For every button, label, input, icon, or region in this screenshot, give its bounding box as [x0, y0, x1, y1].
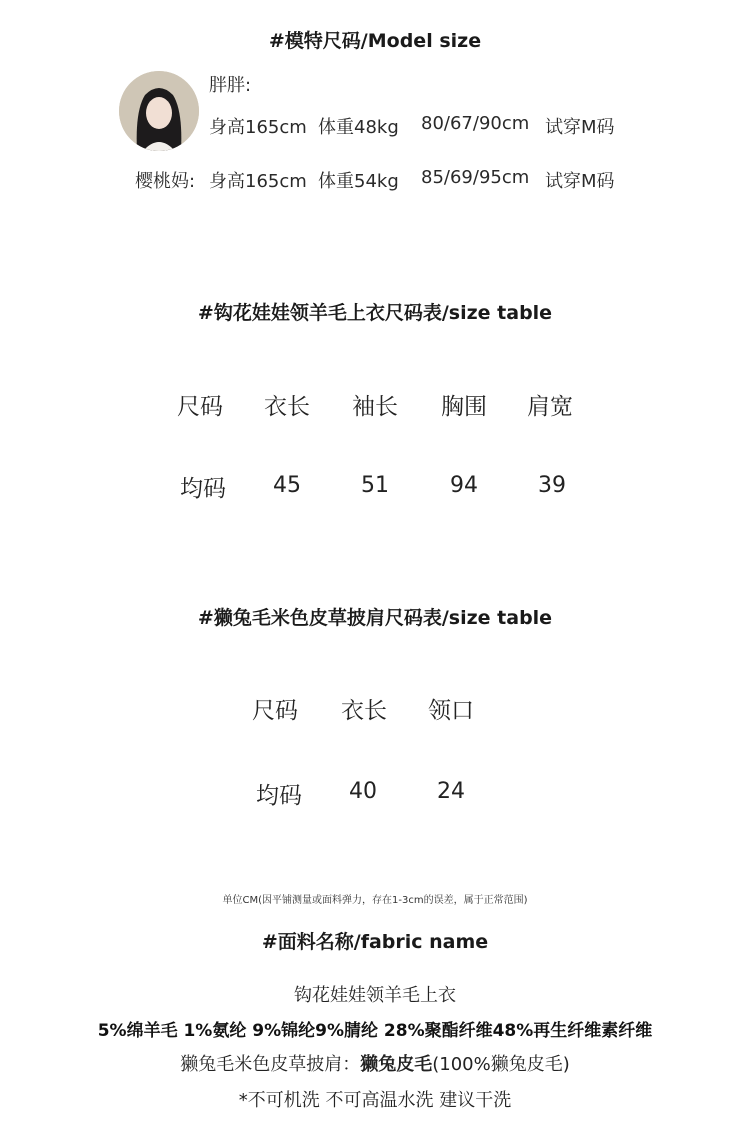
- size-table-1-heading: #钩花娃娃领羊毛上衣尺码表/size table: [197, 302, 553, 324]
- fabric-item2-label: 獭兔毛米色皮草披肩：: [180, 1054, 361, 1075]
- table1-row-cell: 45: [273, 473, 301, 498]
- model2-size: 试穿M码: [545, 171, 615, 192]
- fabric-item2-material: 獭兔皮毛: [360, 1054, 433, 1075]
- table2-header-cell: 衣长: [341, 698, 387, 724]
- table1-row-cell: 均码: [180, 476, 226, 502]
- table2-row-cell: 40: [349, 779, 377, 804]
- model-photo-icon: [119, 71, 199, 151]
- measurement-note: 单位CM(因平铺测量或面料弹力，存在1-3cm的误差，属于正常范围): [222, 895, 528, 906]
- table2-header-cell: 尺码: [252, 698, 298, 724]
- model1-name: 胖胖:: [209, 75, 252, 96]
- model2-measurements: 85/69/95cm: [421, 167, 530, 188]
- model1-height: 身高165cm: [209, 117, 307, 138]
- table2-row-cell: 均码: [256, 783, 302, 809]
- table1-header-cell: 袖长: [352, 394, 398, 420]
- fabric-item1-composition: 5%绵羊毛 1%氨纶 9%锦纶9%腈纶 28%聚酯纤维48%再生纤维素纤维: [97, 1021, 653, 1041]
- table1-header-cell: 衣长: [264, 394, 310, 420]
- table2-row-cell: 24: [437, 779, 465, 804]
- model2-name: 樱桃妈:: [135, 171, 196, 192]
- model1-weight: 体重48kg: [318, 117, 399, 138]
- table2-header-cell: 领口: [428, 698, 474, 724]
- fabric-item2-detail: (100%獭兔皮毛): [432, 1054, 570, 1075]
- fabric-heading: #面料名称/fabric name: [261, 931, 489, 953]
- model1-measurements: 80/67/90cm: [421, 113, 530, 134]
- model-avatar: [119, 71, 199, 151]
- model-size-heading: #模特尺码/Model size: [268, 30, 482, 52]
- table1-header-cell: 尺码: [177, 394, 223, 420]
- table1-header-cell: 胸围: [441, 394, 487, 420]
- table1-row-cell: 51: [361, 473, 389, 498]
- table1-header-cell: 肩宽: [527, 394, 573, 420]
- model2-weight: 体重54kg: [318, 171, 399, 192]
- table1-row-cell: 94: [450, 473, 478, 498]
- fabric-item2-line: [0, 1050, 750, 1076]
- model2-height: 身高165cm: [209, 171, 307, 192]
- table1-row-cell: 39: [538, 473, 566, 498]
- fabric-item1-name: 钩花娃娃领羊毛上衣: [294, 985, 456, 1006]
- model1-size: 试穿M码: [545, 117, 615, 138]
- size-table-2-heading: #獭兔毛米色皮草披肩尺码表/size table: [197, 607, 553, 629]
- care-instructions: *不可机洗 不可高温水洗 建议干洗: [238, 1090, 512, 1111]
